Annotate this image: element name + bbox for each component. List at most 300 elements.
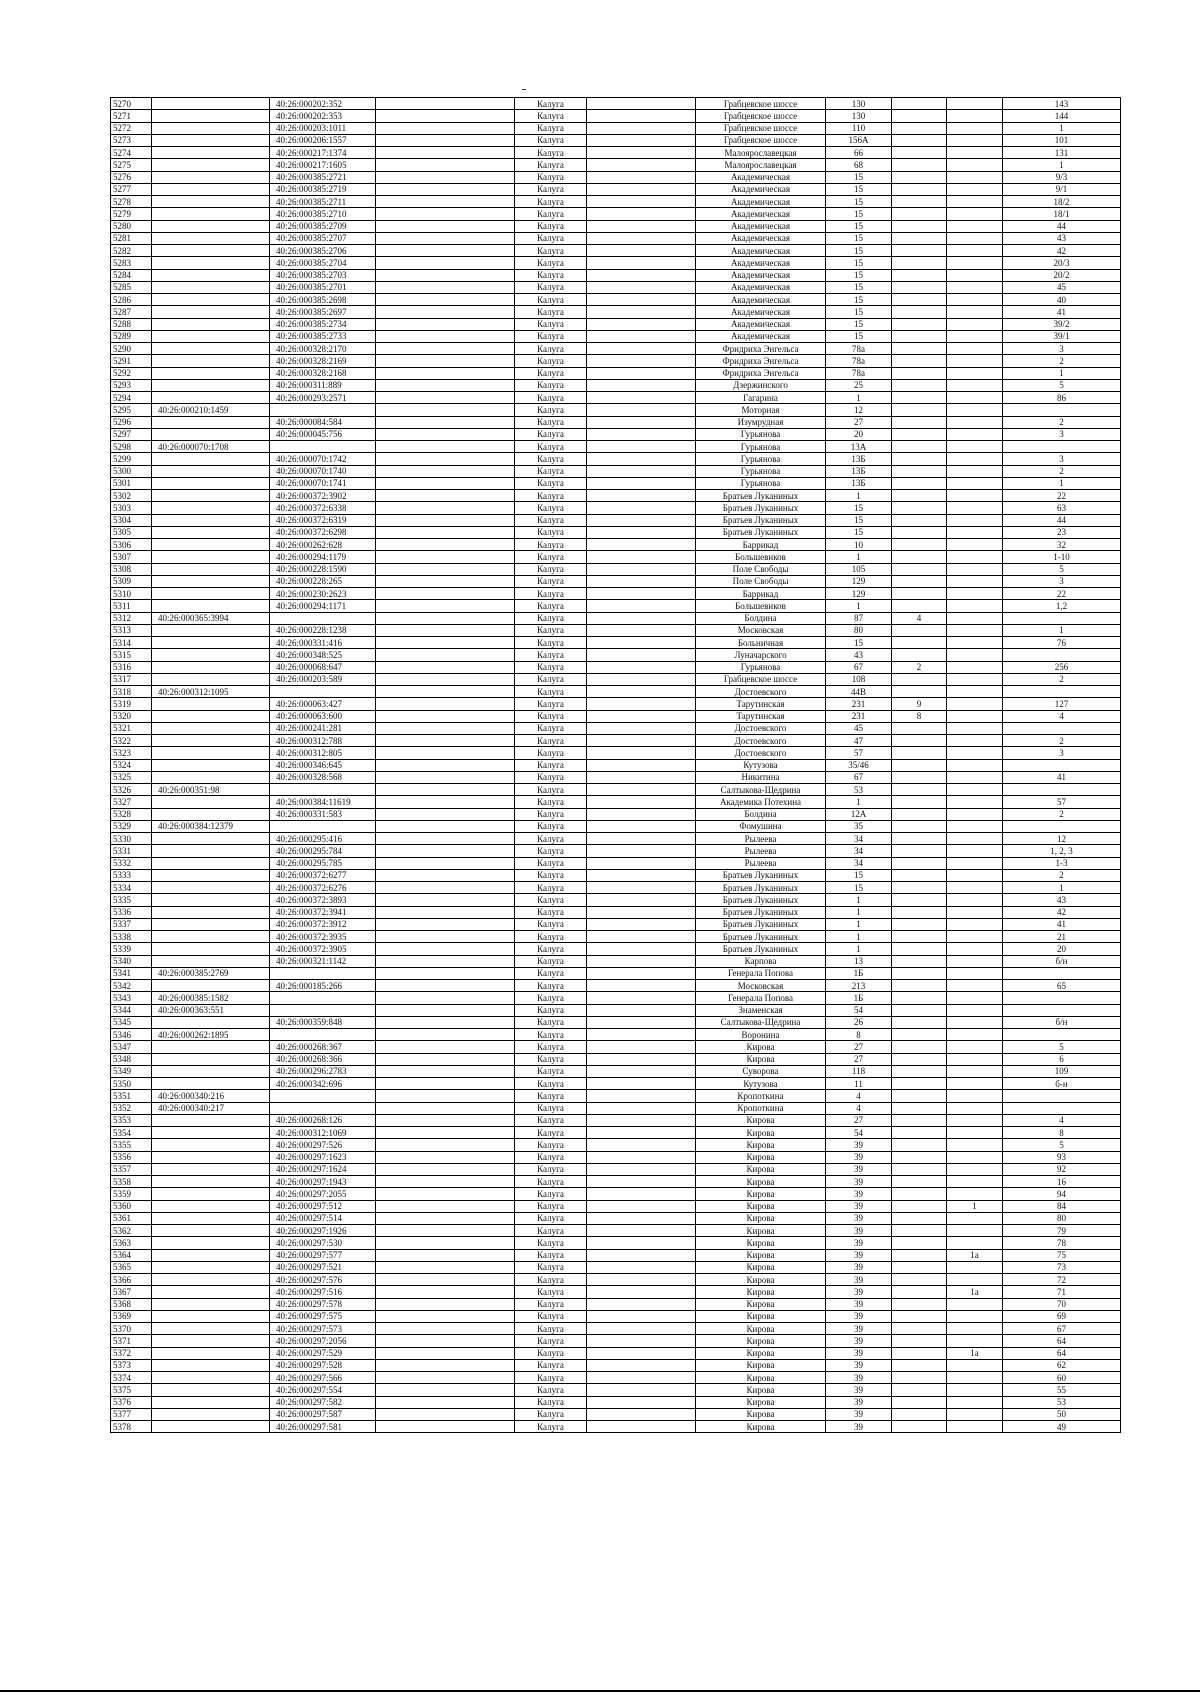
- cell-letter: [947, 220, 1003, 232]
- cell-city: Калуга: [515, 490, 587, 502]
- table-row: [111, 502, 1121, 514]
- cell-city: Калуга: [515, 257, 587, 269]
- cell-city: Калуга: [515, 784, 587, 796]
- cell-building: [892, 526, 947, 538]
- cell-letter: [947, 637, 1003, 649]
- cell-city: Калуга: [515, 1286, 587, 1298]
- cell-empty-column: [376, 1065, 515, 1077]
- table-row: [111, 1114, 1121, 1126]
- cell-letter: [947, 1163, 1003, 1175]
- cell-house-number: 8: [826, 1029, 892, 1041]
- cell-apartment: 63: [1003, 502, 1121, 514]
- cell-house-number: 87: [826, 612, 892, 624]
- cell-building-cadastral-number: 40:26:000384:11619: [270, 796, 376, 808]
- cell-house-number: 39: [826, 1163, 892, 1175]
- cell-city: Калуга: [515, 453, 587, 465]
- cell-empty-column-2: [587, 931, 696, 943]
- cell-empty-column: [376, 1004, 515, 1016]
- cell-empty-column: [376, 1335, 515, 1347]
- cell-city: Калуга: [515, 539, 587, 551]
- cell-empty-column: [376, 392, 515, 404]
- cell-street: Академическая: [696, 306, 826, 318]
- cell-apartment: б/н: [1003, 955, 1121, 967]
- cell-street: Академическая: [696, 171, 826, 183]
- cell-empty-column: [376, 1359, 515, 1371]
- cell-city: Калуга: [515, 955, 587, 967]
- cell-city: Калуга: [515, 612, 587, 624]
- table-row: [111, 171, 1121, 183]
- cell-house-number: 15: [826, 220, 892, 232]
- cell-empty-column-2: [587, 637, 696, 649]
- cell-empty-column-2: [587, 110, 696, 122]
- cell-street: Академическая: [696, 232, 826, 244]
- cell-apartment: 76: [1003, 637, 1121, 649]
- cell-empty-column-2: [587, 245, 696, 257]
- cell-city: Калуга: [515, 747, 587, 759]
- cell-empty-column: [376, 539, 515, 551]
- cell-house-number: 10: [826, 539, 892, 551]
- cell-empty-column: [376, 588, 515, 600]
- cell-house-number: 39: [826, 1310, 892, 1322]
- cell-street: Кропоткина: [696, 1090, 826, 1102]
- cell-row-number: 5371: [111, 1335, 152, 1347]
- cell-building-cadastral-number: 40:26:000063:600: [270, 710, 376, 722]
- cell-house-number: 231: [826, 710, 892, 722]
- cell-city: Калуга: [515, 931, 587, 943]
- cell-land-cadastral-number: [152, 661, 270, 673]
- cell-building-cadastral-number: 40:26:000070:1741: [270, 477, 376, 489]
- cell-building-cadastral-number: [270, 612, 376, 624]
- cell-house-number: 39: [826, 1384, 892, 1396]
- cell-letter: [947, 710, 1003, 722]
- cell-land-cadastral-number: [152, 134, 270, 146]
- cell-city: Калуга: [515, 196, 587, 208]
- cell-house-number: 231: [826, 698, 892, 710]
- cell-empty-column-2: [587, 1029, 696, 1041]
- cell-apartment: 43: [1003, 894, 1121, 906]
- cell-street: Фридриха Энгельса: [696, 367, 826, 379]
- cell-building: [892, 1323, 947, 1335]
- cell-street: Грабцевское шоссе: [696, 673, 826, 685]
- cell-apartment: 3: [1003, 575, 1121, 587]
- cell-building: [892, 1004, 947, 1016]
- cell-street: Братьев Луканиных: [696, 882, 826, 894]
- cell-city: Калуга: [515, 1176, 587, 1188]
- cell-empty-column: [376, 355, 515, 367]
- cell-empty-column: [376, 1249, 515, 1261]
- cell-street: Академическая: [696, 196, 826, 208]
- cell-building: [892, 588, 947, 600]
- cell-empty-column: [376, 869, 515, 881]
- cell-house-number: 11: [826, 1078, 892, 1090]
- cell-city: Калуга: [515, 110, 587, 122]
- cell-empty-column-2: [587, 343, 696, 355]
- cell-land-cadastral-number: [152, 563, 270, 575]
- cell-row-number: 5338: [111, 931, 152, 943]
- cell-empty-column-2: [587, 1261, 696, 1273]
- cell-empty-column: [376, 1384, 515, 1396]
- cell-empty-column-2: [587, 808, 696, 820]
- cell-empty-column: [376, 502, 515, 514]
- cell-city: Калуга: [515, 1163, 587, 1175]
- cell-city: Калуга: [515, 183, 587, 195]
- cell-street: Большевиков: [696, 600, 826, 612]
- cell-house-number: 39: [826, 1286, 892, 1298]
- cell-empty-column-2: [587, 1127, 696, 1139]
- cell-house-number: 39: [826, 1298, 892, 1310]
- table-row: [111, 1004, 1121, 1016]
- cell-row-number: 5355: [111, 1139, 152, 1151]
- cell-row-number: 5330: [111, 833, 152, 845]
- cell-house-number: 15: [826, 281, 892, 293]
- cell-empty-column: [376, 1421, 515, 1433]
- cell-building: [892, 134, 947, 146]
- cell-letter: [947, 232, 1003, 244]
- cell-apartment: 4: [1003, 1114, 1121, 1126]
- cell-apartment: 2: [1003, 735, 1121, 747]
- cell-row-number: 5273: [111, 134, 152, 146]
- cell-building-cadastral-number: [270, 441, 376, 453]
- cell-city: Калуга: [515, 649, 587, 661]
- table-row: [111, 649, 1121, 661]
- cell-empty-column: [376, 1408, 515, 1420]
- cell-building: [892, 918, 947, 930]
- cell-building-cadastral-number: 40:26:000385:2701: [270, 281, 376, 293]
- cell-building: [892, 600, 947, 612]
- cell-building-cadastral-number: 40:26:000063:427: [270, 698, 376, 710]
- cell-house-number: 15: [826, 232, 892, 244]
- cell-house-number: 1: [826, 392, 892, 404]
- cell-street: Кирова: [696, 1323, 826, 1335]
- cell-building: [892, 183, 947, 195]
- cell-building: [892, 367, 947, 379]
- cell-apartment: 1: [1003, 159, 1121, 171]
- table-row: [111, 967, 1121, 979]
- cell-letter: [947, 490, 1003, 502]
- cell-house-number: 129: [826, 588, 892, 600]
- page-mark: [522, 89, 526, 90]
- cell-street: Баррикад: [696, 539, 826, 551]
- cell-city: Калуга: [515, 355, 587, 367]
- cell-street: Достоевского: [696, 686, 826, 698]
- table-row: [111, 232, 1121, 244]
- cell-land-cadastral-number: [152, 845, 270, 857]
- cell-building: [892, 1041, 947, 1053]
- cell-letter: [947, 931, 1003, 943]
- cell-building-cadastral-number: [270, 404, 376, 416]
- cell-building-cadastral-number: 40:26:000185:266: [270, 980, 376, 992]
- cell-apartment: 9/3: [1003, 171, 1121, 183]
- cell-empty-column-2: [587, 257, 696, 269]
- cell-land-cadastral-number: [152, 833, 270, 845]
- cell-empty-column-2: [587, 159, 696, 171]
- cell-land-cadastral-number: [152, 245, 270, 257]
- cell-empty-column: [376, 624, 515, 636]
- cell-city: Калуга: [515, 1421, 587, 1433]
- cell-building: [892, 453, 947, 465]
- cell-apartment: 143: [1003, 98, 1121, 110]
- cell-empty-column-2: [587, 196, 696, 208]
- cell-letter: [947, 575, 1003, 587]
- cell-street: Кирова: [696, 1286, 826, 1298]
- cell-row-number: 5328: [111, 808, 152, 820]
- cell-row-number: 5313: [111, 624, 152, 636]
- cell-land-cadastral-number: [152, 1225, 270, 1237]
- cell-land-cadastral-number: [152, 514, 270, 526]
- cell-land-cadastral-number: [152, 1286, 270, 1298]
- cell-empty-column: [376, 1298, 515, 1310]
- cell-building: [892, 318, 947, 330]
- table-row: [111, 159, 1121, 171]
- cell-row-number: 5272: [111, 122, 152, 134]
- table-row: [111, 392, 1121, 404]
- cell-street: Академическая: [696, 318, 826, 330]
- cell-empty-column-2: [587, 1396, 696, 1408]
- cell-street: Болдина: [696, 808, 826, 820]
- cell-empty-column: [376, 1139, 515, 1151]
- cell-building-cadastral-number: 40:26:000295:784: [270, 845, 376, 857]
- cell-letter: [947, 747, 1003, 759]
- cell-city: Калуга: [515, 710, 587, 722]
- cell-city: Калуга: [515, 502, 587, 514]
- cell-street: Кутузова: [696, 759, 826, 771]
- cell-apartment: 60: [1003, 1372, 1121, 1384]
- cell-city: Калуга: [515, 1359, 587, 1371]
- cell-row-number: 5311: [111, 600, 152, 612]
- cell-house-number: 1: [826, 894, 892, 906]
- table-row: [111, 183, 1121, 195]
- cell-letter: [947, 392, 1003, 404]
- cell-building: [892, 1310, 947, 1322]
- cell-empty-column: [376, 1188, 515, 1200]
- cell-land-cadastral-number: [152, 918, 270, 930]
- cell-letter: [947, 98, 1003, 110]
- cell-empty-column: [376, 600, 515, 612]
- cell-land-cadastral-number: [152, 1016, 270, 1028]
- cell-street: Баррикад: [696, 588, 826, 600]
- cell-empty-column: [376, 735, 515, 747]
- cell-row-number: 5287: [111, 306, 152, 318]
- cell-land-cadastral-number: [152, 490, 270, 502]
- cell-city: Калуга: [515, 245, 587, 257]
- cell-empty-column: [376, 1127, 515, 1139]
- cell-building-cadastral-number: 40:26:000297:581: [270, 1421, 376, 1433]
- cell-empty-column: [376, 906, 515, 918]
- table-row: [111, 943, 1121, 955]
- cell-letter: [947, 1102, 1003, 1114]
- cell-empty-column-2: [587, 392, 696, 404]
- cell-street: Кирова: [696, 1114, 826, 1126]
- cell-apartment: 144: [1003, 110, 1121, 122]
- cell-building: [892, 465, 947, 477]
- cell-apartment: 39/2: [1003, 318, 1121, 330]
- cell-letter: [947, 1384, 1003, 1396]
- cell-street: Братьев Луканиных: [696, 906, 826, 918]
- cell-land-cadastral-number: [152, 1237, 270, 1249]
- cell-empty-column: [376, 649, 515, 661]
- cell-letter: [947, 196, 1003, 208]
- cell-house-number: 12А: [826, 808, 892, 820]
- cell-house-number: 15: [826, 257, 892, 269]
- cell-letter: [947, 122, 1003, 134]
- table-row: [111, 1384, 1121, 1396]
- cell-letter: [947, 588, 1003, 600]
- cell-empty-column-2: [587, 294, 696, 306]
- cell-land-cadastral-number: [152, 882, 270, 894]
- cell-house-number: 1Б: [826, 992, 892, 1004]
- cell-apartment: 9/1: [1003, 183, 1121, 195]
- cell-house-number: 1: [826, 943, 892, 955]
- cell-street: Академическая: [696, 220, 826, 232]
- cell-building: [892, 551, 947, 563]
- cell-apartment: [1003, 967, 1121, 979]
- cell-letter: [947, 1323, 1003, 1335]
- cell-city: Калуга: [515, 1298, 587, 1310]
- cell-empty-column-2: [587, 955, 696, 967]
- cell-building: [892, 1225, 947, 1237]
- cell-row-number: 5370: [111, 1323, 152, 1335]
- cell-apartment: 3: [1003, 343, 1121, 355]
- cell-house-number: 43: [826, 649, 892, 661]
- cell-city: Калуга: [515, 1396, 587, 1408]
- cell-street: Кирова: [696, 1188, 826, 1200]
- cell-empty-column: [376, 1237, 515, 1249]
- cell-empty-column-2: [587, 894, 696, 906]
- cell-street: Московская: [696, 980, 826, 992]
- cell-city: Калуга: [515, 465, 587, 477]
- cell-building: [892, 882, 947, 894]
- cell-letter: [947, 1078, 1003, 1090]
- cell-apartment: [1003, 441, 1121, 453]
- cell-land-cadastral-number: [152, 588, 270, 600]
- cell-apartment: 72: [1003, 1274, 1121, 1286]
- cell-letter: [947, 526, 1003, 538]
- cell-empty-column-2: [587, 1065, 696, 1077]
- cell-building-cadastral-number: 40:26:000348:525: [270, 649, 376, 661]
- cell-building: [892, 673, 947, 685]
- cell-building: [892, 943, 947, 955]
- table-row: [111, 526, 1121, 538]
- cell-building-cadastral-number: 40:26:000372:3893: [270, 894, 376, 906]
- cell-city: Калуга: [515, 1408, 587, 1420]
- cell-house-number: 54: [826, 1004, 892, 1016]
- cell-street: Кирова: [696, 1396, 826, 1408]
- cell-apartment: 69: [1003, 1310, 1121, 1322]
- cell-row-number: 5377: [111, 1408, 152, 1420]
- cell-house-number: 213: [826, 980, 892, 992]
- cell-building: [892, 1372, 947, 1384]
- cell-street: Кирова: [696, 1408, 826, 1420]
- cell-empty-column-2: [587, 1200, 696, 1212]
- cell-apartment: 44: [1003, 220, 1121, 232]
- cell-house-number: 27: [826, 416, 892, 428]
- cell-city: Калуга: [515, 980, 587, 992]
- cell-building: [892, 1421, 947, 1433]
- table-row: [111, 257, 1121, 269]
- cell-empty-column: [376, 637, 515, 649]
- cell-empty-column-2: [587, 820, 696, 832]
- cell-letter: [947, 367, 1003, 379]
- cell-city: Калуга: [515, 1114, 587, 1126]
- table-row: [111, 1016, 1121, 1028]
- cell-land-cadastral-number: [152, 367, 270, 379]
- cell-city: Калуга: [515, 894, 587, 906]
- cell-letter: [947, 759, 1003, 771]
- cell-building-cadastral-number: 40:26:000359:848: [270, 1016, 376, 1028]
- cell-empty-column: [376, 857, 515, 869]
- cell-row-number: 5278: [111, 196, 152, 208]
- registry-table-container: [110, 97, 1120, 1433]
- cell-empty-column-2: [587, 453, 696, 465]
- cell-house-number: 68: [826, 159, 892, 171]
- cell-street: Кирова: [696, 1237, 826, 1249]
- cell-building-cadastral-number: 40:26:000385:2704: [270, 257, 376, 269]
- cell-apartment: 3: [1003, 453, 1121, 465]
- cell-building: [892, 1408, 947, 1420]
- cell-empty-column-2: [587, 539, 696, 551]
- cell-house-number: 39: [826, 1347, 892, 1359]
- cell-land-cadastral-number: [152, 1188, 270, 1200]
- cell-row-number: 5374: [111, 1372, 152, 1384]
- cell-street: Луначарского: [696, 649, 826, 661]
- cell-house-number: 57: [826, 747, 892, 759]
- cell-empty-column-2: [587, 906, 696, 918]
- cell-empty-column: [376, 1372, 515, 1384]
- cell-land-cadastral-number: [152, 1396, 270, 1408]
- cell-row-number: 5306: [111, 539, 152, 551]
- table-row: [111, 869, 1121, 881]
- table-row: [111, 759, 1121, 771]
- cell-land-cadastral-number: [152, 477, 270, 489]
- cell-empty-column: [376, 1078, 515, 1090]
- cell-apartment: [1003, 784, 1121, 796]
- cell-building: [892, 1127, 947, 1139]
- cell-apartment: 75: [1003, 1249, 1121, 1261]
- cell-empty-column: [376, 612, 515, 624]
- cell-city: Калуга: [515, 171, 587, 183]
- cell-land-cadastral-number: [152, 857, 270, 869]
- cell-house-number: 54: [826, 1127, 892, 1139]
- cell-land-cadastral-number: 40:26:000365:3994: [152, 612, 270, 624]
- cell-building: [892, 441, 947, 453]
- cell-building-cadastral-number: 40:26:000297:1624: [270, 1163, 376, 1175]
- cell-house-number: 39: [826, 1274, 892, 1286]
- cell-city: Калуга: [515, 1016, 587, 1028]
- cell-empty-column-2: [587, 379, 696, 391]
- table-row: [111, 220, 1121, 232]
- cell-empty-column: [376, 661, 515, 673]
- cell-building: [892, 992, 947, 1004]
- cell-letter: [947, 967, 1003, 979]
- cell-empty-column-2: [587, 183, 696, 195]
- cell-building-cadastral-number: 40:26:000297:512: [270, 1200, 376, 1212]
- cell-land-cadastral-number: 40:26:000340:217: [152, 1102, 270, 1114]
- cell-land-cadastral-number: [152, 281, 270, 293]
- table-row: [111, 1310, 1121, 1322]
- cell-letter: [947, 784, 1003, 796]
- cell-city: Калуга: [515, 1139, 587, 1151]
- cell-building: [892, 392, 947, 404]
- cell-letter: [947, 453, 1003, 465]
- cell-empty-column-2: [587, 1310, 696, 1322]
- cell-house-number: 15: [826, 882, 892, 894]
- cell-street: Братьев Луканиных: [696, 869, 826, 881]
- cell-apartment: 12: [1003, 833, 1121, 845]
- cell-apartment: 2: [1003, 416, 1121, 428]
- cell-empty-column-2: [587, 1286, 696, 1298]
- cell-street: Фридриха Энгельса: [696, 343, 826, 355]
- cell-city: Калуга: [515, 869, 587, 881]
